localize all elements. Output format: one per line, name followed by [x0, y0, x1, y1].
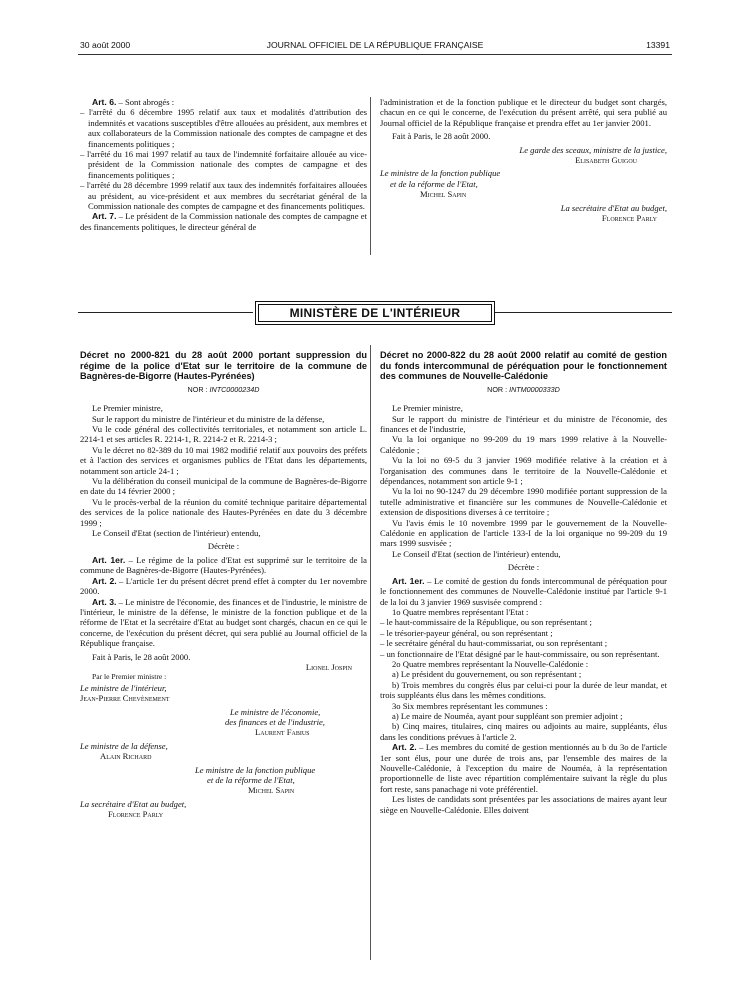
fait-a-paris: Fait à Paris, le 28 août 2000.	[92, 651, 191, 662]
art6-item: – l'arrêté du 16 mai 1997 relatif au taux de l'indemnité forfaitaire allouée au vice-président de la Commission nationale des comptes de campagne et des financements politiques ;	[80, 149, 367, 180]
preamble-line: Sur le rapport du ministre de l'intérieur et du ministre de l'économie, des finances et de l'industrie,	[380, 413, 667, 434]
preamble-line: Vu la loi no 69-5 du 3 janvier 1969 modifiée relative à la création et à l'organisation des communes dans le territoire de la Nouvelle-Calédonie et dépendances, notamment son article 9-1 ;	[380, 455, 667, 487]
preamble-line: Vu la loi no 90-1247 du 29 décembre 1990 modifiée portant suppression de la tutelle administrative et financière sur les communes de Nouvelle-Calédonie et extension de dispositions diverses à ce territoire ;	[380, 486, 667, 518]
column-divider-main	[370, 345, 371, 960]
list-item: – le secrétaire général du haut-commissariat, ou son représentant ;	[380, 638, 608, 649]
art7-continuation: l'administration et de la fonction publique et le directeur du budget sont chargés, chacun en ce qui le concerne, de l'exécution du présent arrêté, qui sera publié au Journal officiel de la République française et prendra effet au 1er janvier 2001.	[380, 97, 667, 128]
group-heading: 3o Six membres représentant les communes :	[392, 700, 548, 711]
signatory-name: Lionel Jospin	[305, 661, 352, 672]
column-divider-top	[370, 97, 371, 255]
preamble-line: Le Premier ministre,	[392, 403, 463, 414]
art7-paragraph: Art. 7. – Le président de la Commission nationale des comptes de campagne et des financements politiques, le directeur général de	[80, 211, 367, 232]
list-item: – un fonctionnaire de l'Etat désigné par le haut-commissaire, ou son représentant.	[380, 648, 660, 659]
header-journal-title: JOURNAL OFFICIEL DE LA RÉPUBLIQUE FRANÇAISE	[266, 40, 484, 50]
article-2-continuation: Les listes de candidats sont présentées par les associations de maires ayant leur siège en Nouvelle-Calédonie. Elles doivent	[380, 794, 667, 815]
ministry-rule-right	[495, 312, 672, 313]
header-rule	[78, 54, 672, 55]
header-page-number: 13391	[646, 40, 670, 50]
signatory-title: et de la réforme de l'Etat,	[207, 775, 295, 785]
article-1: Art. 1er. – Le comité de gestion du fonds intercommunal de péréquation pour le fonctionnement des communes de Nouvelle-Calédonie institué par l'article 9-1 de la loi du 3 janvier 1969 susvisée comprend :	[380, 575, 667, 607]
signatory-name: Florence Parly	[108, 809, 164, 820]
signatory-title: Le ministre de l'économie,	[230, 706, 321, 717]
article-3: Art. 3. – Le ministre de l'économie, des finances et de l'industrie, le ministre de l'intérieur, le ministre de la défense, le ministre de la fonction publique et de la réforme de l'Etat et la secrétaire d'Etat au budget sont chargés, chacun en ce qui le concerne, de l'exécution du présent décret, qui sera publié au Journal officiel de la République française.	[80, 596, 368, 649]
article-2: Art. 2. – Les membres du comité de gestion mentionnés au b du 3o de l'article 1er sont élus, pour une durée de trois ans, par l'ensemble des maires de la Nouvelle-Calédonie, à l'exception du maire de Nouméa, à la représentation proportionnelle de liste avec répartition complémentaire suivant la règle du plus fort reste, sans panachage ni vote préférentiel.	[380, 742, 667, 794]
ministry-title: MINISTÈRE DE L'INTÉRIEUR	[258, 304, 492, 322]
decree-title: Décret no 2000-822 du 28 août 2000 relatif au comité de gestion du fonds intercommunal de péréquation pour le fonctionnement des communes de Nouvelle-Calédonie	[380, 350, 667, 382]
signatory-title: Le ministre de la défense,	[80, 740, 168, 751]
preamble-line: Le Conseil d'Etat (section de l'intérieur) entendu,	[392, 548, 561, 559]
preamble-line: Vu la délibération du conseil municipal de la commune de Bagnères-de-Bigorre en date du 14 février 2000 ;	[80, 476, 367, 497]
preamble-line: Sur le rapport du ministre de l'intérieur et du ministre de la défense,	[92, 413, 325, 424]
preamble-line: Vu le procès-verbal de la réunion du comité technique paritaire départemental des services de la police nationale des Hautes-Pyrénées en date du 3 décembre 1999 ;	[80, 496, 367, 528]
signatory-name: Michel Sapin	[248, 785, 295, 796]
signatory-name: Jean-Pierre Chevènement	[80, 693, 170, 704]
preamble-line: Vu le décret no 82-389 du 10 mai 1982 modifié relatif aux pouvoirs des préfets et à l'action des services et organismes publics de l'Etat dans les départements, notamment son article 24-1 ;	[80, 444, 367, 476]
decrete-heading: Décrète :	[207, 541, 240, 552]
top-left-column	[80, 97, 367, 232]
preamble-line: Vu l'avis émis le 10 novembre 1999 par le gouvernement de la Nouvelle-Calédonie en application de l'article 133-I de la loi organique no 99-209 du 19 mars 1999 susvisée ;	[380, 517, 667, 549]
article-1: Art. 1er. – Le régime de la police d'Etat est supprimé sur le territoire de la commune de Bagnères-de-Bigorre (Hautes-Pyrénées).	[80, 554, 367, 576]
list-item: – le trésorier-payeur général, ou son représentant ;	[380, 627, 553, 638]
preamble-line: Vu la loi organique no 99-209 du 19 mars 1999 relative à la Nouvelle-Calédonie ;	[380, 434, 667, 455]
signatory-name: Michel Sapin	[420, 189, 467, 200]
signatory-title: et de la réforme de l'Etat,	[390, 178, 478, 189]
signatory-name: Elisabeth Guigou	[575, 155, 637, 166]
signatory-title: des finances et de l'industrie,	[225, 716, 325, 727]
preamble-line: Le Conseil d'Etat (section de l'intérieur) entendu,	[92, 528, 261, 539]
decrete-heading: Décrète :	[507, 562, 540, 573]
signatory-name: Laurent Fabius	[255, 727, 310, 738]
article-2: Art. 2. – L'article 1er du présent décret prend effet à compter du 1er novembre 2000.	[80, 575, 367, 597]
list-item: b) Trois membres du congrès élus par celui-ci pour la durée de leur mandat, et trois suppléants élus dans les mêmes conditions.	[380, 679, 667, 701]
signatory-by-line: Par le Premier ministre :	[92, 672, 167, 682]
header-date: 30 août 2000	[80, 40, 131, 50]
ministry-rule-left	[78, 312, 253, 313]
nor-reference: NOR : INTC0000234D	[187, 384, 260, 394]
list-item: a) Le président du gouvernement, ou son représentant ;	[392, 669, 582, 680]
list-item: a) Le maire de Nouméa, ayant pour suppléant son premier adjoint ;	[392, 710, 623, 721]
page-header	[80, 40, 670, 54]
art6-item: – l'arrêté du 28 décembre 1999 relatif aux taux des indemnités forfaitaires allouées au président, au vice-président et aux membres du secrétariat général de la Commission nationale des comptes de campagne et des financements politiques.	[80, 180, 367, 212]
signatory-title: Le ministre de l'intérieur,	[80, 682, 167, 693]
ministry-banner	[255, 301, 495, 325]
art6-item: – l'arrêté du 6 décembre 1995 relatif aux taux et modalités d'attribution des indemnités et vacations susceptibles d'être allouées au président, aux membres et aux collaborateurs de la Commission nationale des comptes de campagne et des financements politiques ;	[80, 107, 367, 149]
list-item: b) Cinq maires, titulaires, cinq maires ou adjoints au maire, suppléants, élus dans les conditions prévues à l'article 2.	[380, 721, 667, 742]
fait-a-paris: Fait à Paris, le 28 août 2000.	[392, 131, 491, 142]
preamble-line: Le Premier ministre,	[92, 403, 163, 414]
nor-reference: NOR : INTM0000333D	[487, 384, 560, 394]
signatory-title: La secrétaire d'Etat au budget,	[80, 798, 187, 809]
list-item: – le haut-commissaire de la République, ou son représentant ;	[380, 617, 592, 628]
signatory-title: Le ministre de la fonction publique	[195, 764, 316, 775]
decree-821	[80, 350, 367, 820]
signatory-title: Le ministre de la fonction publique	[380, 168, 501, 179]
decree-title: Décret no 2000-821 du 28 août 2000 portant suppression du régime de la police d'Etat sur le territoire de la commune de Bagnères-de-Bigorre (Hautes-Pyrénées)	[80, 350, 367, 382]
signatory-name: Florence Parly	[601, 213, 657, 224]
art6-intro: Art. 6. – Sont abrogés :	[92, 97, 175, 107]
preamble-line: Vu le code général des collectivités territoriales, et notamment son article L. 2214-1 et ses articles R. 2214-1, R. 2214-2 et R. 2214-3 ;	[80, 424, 367, 445]
decree-822	[380, 350, 667, 815]
group-heading: 1o Quatre membres représentant l'Etat :	[392, 606, 529, 617]
group-heading: 2o Quatre membres représentant la Nouvelle-Calédonie :	[392, 658, 589, 669]
signatory-title: La secrétaire d'Etat au budget,	[560, 202, 667, 213]
top-right-column	[380, 97, 667, 223]
signatory-title: Le garde des sceaux, ministre de la justice,	[519, 144, 667, 155]
signatory-name: Alain Richard	[100, 751, 152, 762]
